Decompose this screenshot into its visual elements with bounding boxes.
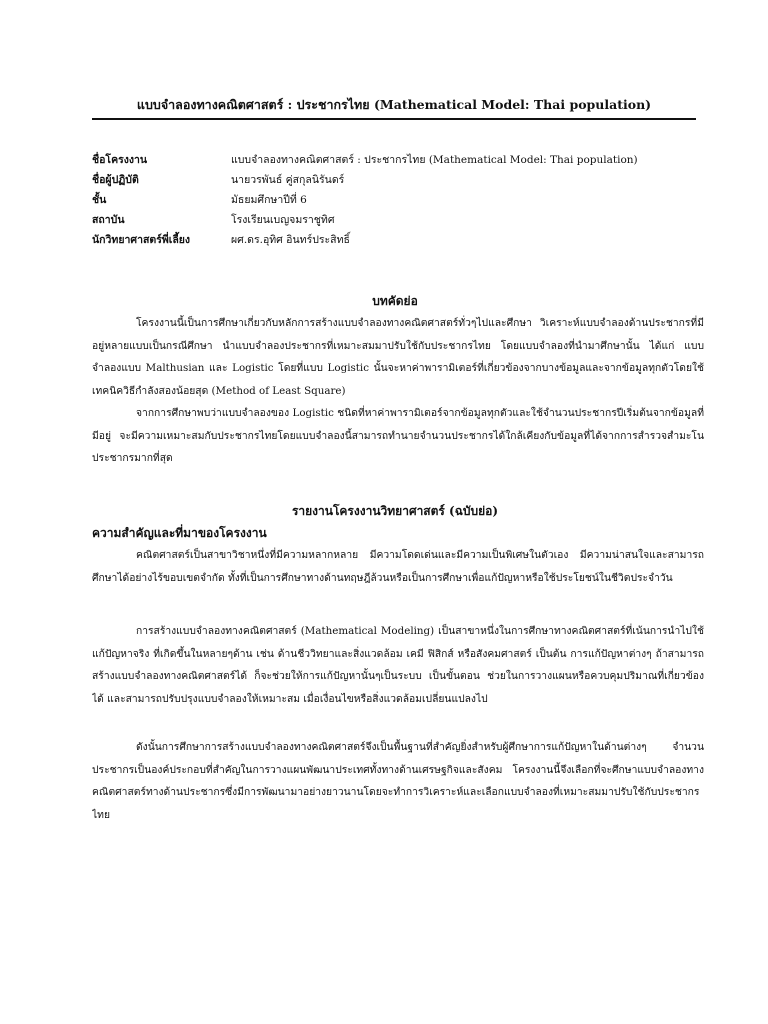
abstract-paragraph: โครงงานนี้เป็นการศึกษาเกี่ยวกับหลักการสร้างแบบจำลองทางคณิตศาสตร์ทั่วๆไปและศึกษา วิเคราะห์แบบจำลองด้านประชากรที่มีอยู่หลายแบบเป็นกรณีศึกษา นำแบบจำลองประชากรที่เหมาะสมมาปรับใช้กับประชากรไทย โดยแบบจำลองที่นำมาศึกษานั้น ได้แก่ แบบจำลองแบบ Malthusian และ Logistic โดยที่แบบ Logistic นั้นจะหาค่าพารามิเตอร์ที่เกี่ยวข้องจากบางข้อมูลและจากข้อมูลทุกตัวโดยใช้เทคนิควิธีกำลังสองน้อยสุด (Method of Least Square) — [92, 317, 704, 397]
info-row-author — [92, 169, 712, 189]
title-divider — [92, 118, 696, 120]
body-paragraph: การสร้างแบบจำลองทางคณิตศาสตร์ (Mathematical Modeling) เป็นสาขาหนึ่งในการศึกษาทางคณิตศาสตร์ที่เน้นการนำไปใช้แก้ปัญหาจริง ที่เกิดขึ้นในหลายๆด้าน เช่น ด้านชีววิทยาและสิ่งแวดล้อม เคมี ฟิสิกส์ หรือสังคมศาสตร์ เป็นต้น การแก้ปัญหาต่างๆ ถ้าสามารถสร้างแบบจำลองทางคณิตศาสตร์ได้ ก็จะช่วยให้การแก้ปัญหานั้นๆเป็นระบบ เป็นขั้นตอน ช่วยในการวางแผนหรือควบคุมปริมาณที่เกี่ยวข้องได้ และสามารถปรับปรุงแบบจำลองให้เหมาะสม เมื่อเงื่อนไขหรือสิ่งแวดล้อมเปลี่ยนแปลงไป — [92, 625, 704, 705]
report-heading: รายงานโครงงานวิทยาศาสตร์ (ฉบับย่อ) — [291, 504, 499, 518]
abstract-heading: บทคัดย่อ — [372, 294, 418, 308]
info-label: นักวิทยาศาสตร์พี่เลี้ยง — [92, 233, 191, 246]
info-row-mentor — [92, 229, 712, 249]
info-label: ชื่อโครงงาน — [92, 153, 148, 166]
info-row-project-name — [92, 149, 712, 169]
body-paragraph: ดังนั้นการศึกษาการสร้างแบบจำลองทางคณิตศาสตร์จึงเป็นพื้นฐานที่สำคัญยิ่งสำหรับผู้ศึกษาการแก้ปัญหาในด้านต่างๆ จำนวนประชากรเป็นองค์ประกอบที่สำคัญในการวางแผนพัฒนาประเทศทั้งทางด้านเศรษฐกิจและสังคม โครงงานนี้จึงเลือกที่จะศึกษาแบบจำลองทางคณิตศาสตร์ทางด้านประชากรซึ่งมีการพัฒนามาอย่างยาวนานโดยจะทำการวิเคราะห์และเลือกแบบจำลองที่เหมาะสมมาปรับใช้กับประชากรไทย — [92, 741, 704, 821]
project-info-block — [92, 149, 712, 249]
info-value: ผศ.ดร.อุทิศ อินทร์ประสิทธิ์ — [231, 233, 350, 246]
info-value: แบบจำลองทางคณิตศาสตร์ : ประชากรไทย (Mathematical Model: Thai population) — [231, 153, 638, 166]
info-label: ชื่อผู้ปฏิบัติ — [92, 173, 139, 186]
section-title: ความสำคัญและที่มาของโครงงาน — [92, 526, 267, 540]
info-row-institution — [92, 209, 712, 229]
info-label: ชั้น — [92, 193, 107, 206]
info-value: นายวรพันธ์ คู่สกุลนิรันดร์ — [231, 173, 345, 186]
info-row-grade — [92, 189, 712, 209]
info-label: สถาบัน — [92, 213, 125, 226]
document-title: แบบจำลองทางคณิตศาสตร์ : ประชากรไทย (Mathematical Model: Thai population) — [136, 97, 652, 112]
info-value: โรงเรียนเบญจมราชูทิศ — [231, 213, 335, 226]
info-value: มัธยมศึกษาปีที่ 6 — [231, 193, 307, 206]
body-paragraph: คณิตศาสตร์เป็นสาขาวิชาหนึ่งที่มีความหลากหลาย มีความโดดเด่นและมีความเป็นพิเศษในตัวเอง มีความน่าสนใจและสามารถศึกษาได้อย่างไร้ขอบเขตจำกัด ทั้งที่เป็นการศึกษาทางด้านทฤษฎีล้วนหรือเป็นการศึกษาเพื่อแก้ปัญหาหรือใช้ประโยชน์ในชีวิตประจำวัน — [92, 549, 704, 584]
abstract-paragraph: จากการศึกษาพบว่าแบบจำลองของ Logistic ชนิดที่หาค่าพารามิเตอร์จากข้อมูลทุกตัวและใช้จำนวนประชากรปีเริ่มต้นจากข้อมูลที่มีอยู่ จะมีความเหมาะสมกับประชากรไทยโดยแบบจำลองนี้สามารถทำนายจำนวนประชากรได้ใกล้เคียงกับข้อมูลที่ได้จากการสำรวจสำมะโนประชากรมากที่สุด — [92, 407, 704, 464]
